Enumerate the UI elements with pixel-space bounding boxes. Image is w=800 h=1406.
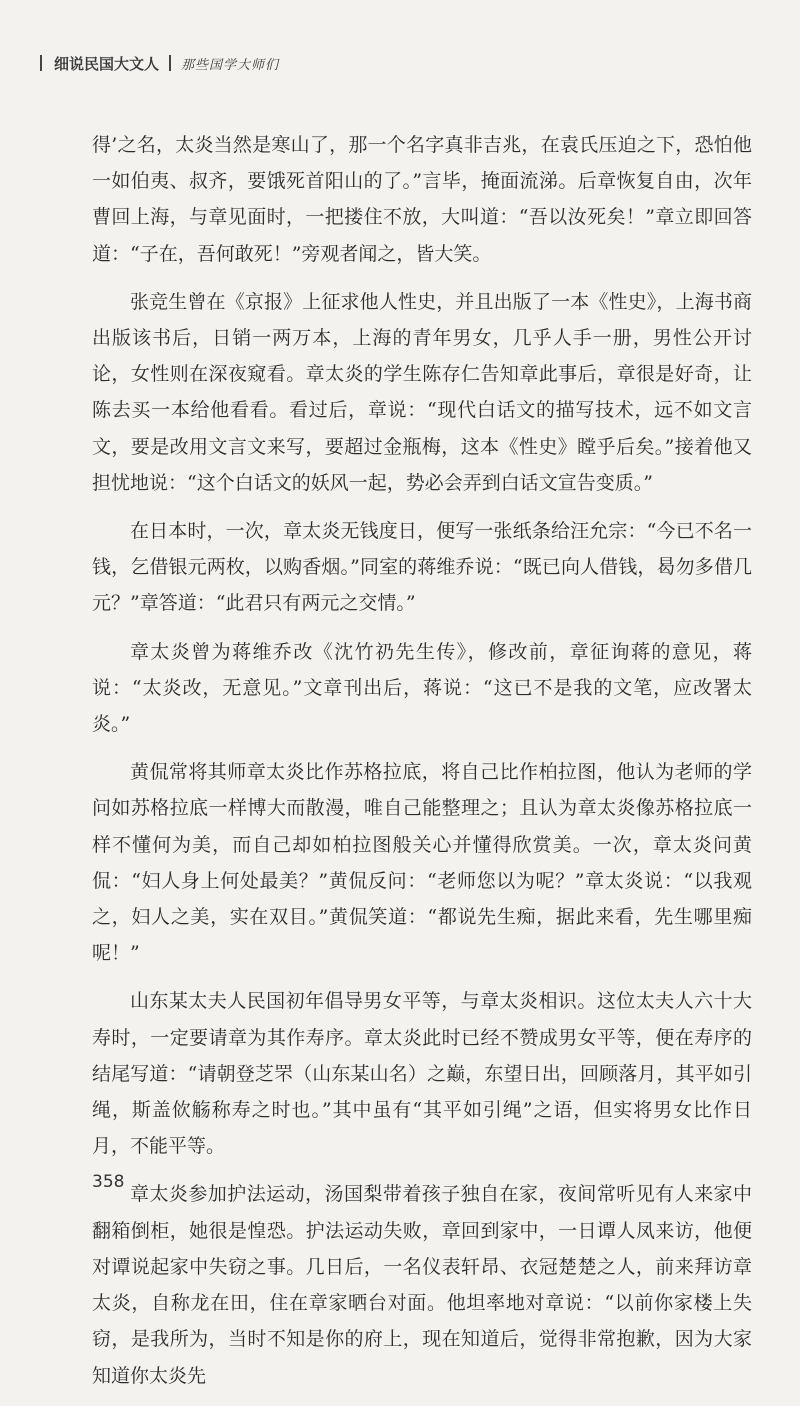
- paragraph: 张竞生曾在《京报》上征求他人性史，并且出版了一本《性史》，上海书商出版该书后，日销一两万本，上海的青年男女，几乎人手一册，男性公开讨论，女性则在深夜窥看。章太炎的学生陈存仁告知章此事后，章很是好奇，让陈去买一本给他看看。看过后，章说：“现代白话文的描写技术，远不如文言文，要是改用文言文来写，要超过金瓶梅，这本《性史》瞠乎后矣。”接着他又担忧地说：“这个白话文的妖风一起，势必会弄到白话文宣告变质。”: [92, 290, 752, 494]
- paragraph: 山东某太夫人民国初年倡导男女平等，与章太炎相识。这位太夫人六十大寿时，一定要请章为其作寿序。章太炎此时已经不赞成男女平等，便在寿序的结尾写道：“请朝登芝罘（山东某山名）之巅，东望日出，回顾落月，其平如引绳，斯盖佽觞称寿之时也。”其中虽有“其平如引绳”之语，但实将男女比作日月，不能平等。: [92, 990, 752, 1158]
- paragraph: 黄侃常将其师章太炎比作苏格拉底，将自己比作柏拉图，他认为老师的学问如苏格拉底一样博大而散漫，唯自己能整理之；且认为章太炎像苏格拉底一样不懂何为美，而自己却如柏拉图般关心并懂得欣赏美。一次，章太炎问黄侃：“妇人身上何处最美？”黄侃反问：“老师您以为呢？”章太炎说：“以我观之，妇人之美，实在双目。”黄侃笑道：“都说先生痴，据此来看，先生哪里痴呢！”: [92, 761, 752, 965]
- book-title: 细说民国大文人: [54, 54, 160, 73]
- paragraph: 得’之名，太炎当然是寒山了，那一个名字真非吉兆，在袁氏压迫之下，恐怕他一如伯夷、叔齐，要饿死首阳山的了。”言毕，掩面流涕。后章恢复自由，次年曹回上海，与章见面时，一把搂住不放，大叫道：“吾以汝死矣！”章立即回答道：“子在，吾何敢死！”旁观者闻之，皆大笑。: [92, 134, 752, 265]
- paragraph: 在日本时，一次，章太炎无钱度日，便写一张纸条给汪允宗：“今已不名一钱，乞借银元两枚，以购香烟。”同室的蒋维乔说：“既已向人借钱，曷勿多借几元？”章答道：“此君只有两元之交情。”: [92, 520, 752, 615]
- body-text: [92, 127, 752, 1406]
- page-number: 358: [92, 1172, 125, 1192]
- paragraph: 章太炎参加护法运动，汤国梨带着孩子独自在家，夜间常听见有人来家中翻箱倒柜，她很是惶恐。护法运动失败，章回到家中，一日谭人凤来访，他便对谭说起家中失窃之事。几日后，一名仪表轩昂、衣冠楚楚之人，前来拜访章太炎，自称龙在田，住在章家晒台对面。他坦率地对章说：“以前你家楼上失窃，是我所为，当时不知是你的府上，现在知道后，觉得非常抱歉，因为大家知道你太炎先: [92, 1183, 752, 1387]
- chapter-title: 那些国学大师们: [181, 57, 280, 73]
- running-header: [40, 52, 279, 74]
- header-divider-left: [40, 55, 42, 71]
- paragraph: 章太炎曾为蒋维乔改《沈竹礽先生传》，修改前，章征询蒋的意见，蒋说：“太炎改，无意见。”文章刊出后，蒋说：“这已不是我的文笔，应改署太炎。”: [92, 640, 752, 736]
- header-divider-right: [169, 55, 171, 71]
